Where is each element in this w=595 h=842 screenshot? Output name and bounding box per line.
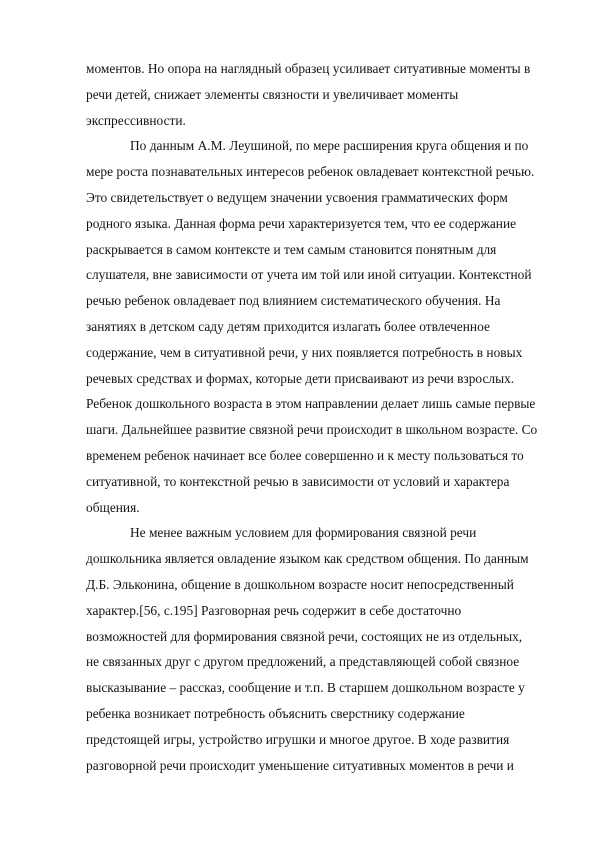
text-line: экспрессивности. [86, 112, 186, 128]
paragraph-first-line: По данным А.М. Леушиной, по мере расширения круга общения и по [130, 138, 529, 154]
text-line: раскрывается в самом контексте и тем самым становится понятным для [86, 241, 497, 257]
text-line: общения. [86, 499, 140, 515]
text-line: дошкольника является овладение языком как средством общения. По данным [86, 551, 529, 567]
paragraph-first-line: Не менее важным условием для формирования связной речи [130, 525, 477, 541]
text-line: речи детей, снижает элементы связности и увеличивает моменты [86, 86, 459, 102]
text-line: речью ребенок овладевает под влиянием систематического обучения. На [86, 293, 501, 309]
body-text [86, 56, 556, 778]
text-line: ребенка возникает потребность объяснить сверстнику содержание [86, 705, 465, 721]
text-line: мере роста познавательных интересов ребенок овладевает контекстной речью. [86, 164, 535, 180]
text-line: родного языка. Данная форма речи характеризуется тем, что ее содержание [86, 215, 517, 231]
text-line: Д.Б. Эльконина, общение в дошкольном возрасте носит непосредственный [86, 576, 514, 592]
text-line: слушателя, вне зависимости от учета им той или иной ситуации. Контекстной [86, 267, 532, 283]
text-line: моментов. Но опора на наглядный образец усиливает ситуативные моменты в [86, 61, 531, 76]
text-line: возможностей для формирования связной речи, состоящих не из отдельных, [86, 628, 523, 644]
text-line: характер.[56, с.195] Разговорная речь содержит в себе достаточно [86, 602, 462, 618]
text-line: не связанных друг с другом предложений, а представляющей собой связное [86, 654, 520, 670]
text-line: шаги. Дальнейшее развитие связной речи происходит в школьном возрасте. Со [86, 422, 538, 438]
text-line: высказывание – рассказ, сообщение и т.п. В старшем дошкольном возрасте у [86, 680, 525, 696]
text-line: ситуативной, то контекстной речью в зависимости от условий и характера [86, 473, 510, 489]
text-line: речевых средствах и формах, которые дети присваивают из речи взрослых. [86, 370, 515, 386]
text-line: занятиях в детском саду детям приходится излагать более отвлеченное [86, 318, 490, 334]
text-line: предстоящей игры, устройство игрушки и многое другое. В ходе развития [86, 731, 510, 747]
text-line: Ребенок дошкольного возраста в этом направлении делает лишь самые первые [86, 396, 536, 412]
text-line: разговорной речи происходит уменьшение ситуативных моментов в речи и [86, 757, 514, 773]
text-line: временем ребенок начинает все более совершенно и к месту пользоваться то [86, 447, 524, 463]
text-line: содержание, чем в ситуативной речи, у них появляется потребность в новых [86, 344, 523, 360]
text-line: Это свидетельствует о ведущем значении усвоения грамматических форм [86, 189, 508, 205]
